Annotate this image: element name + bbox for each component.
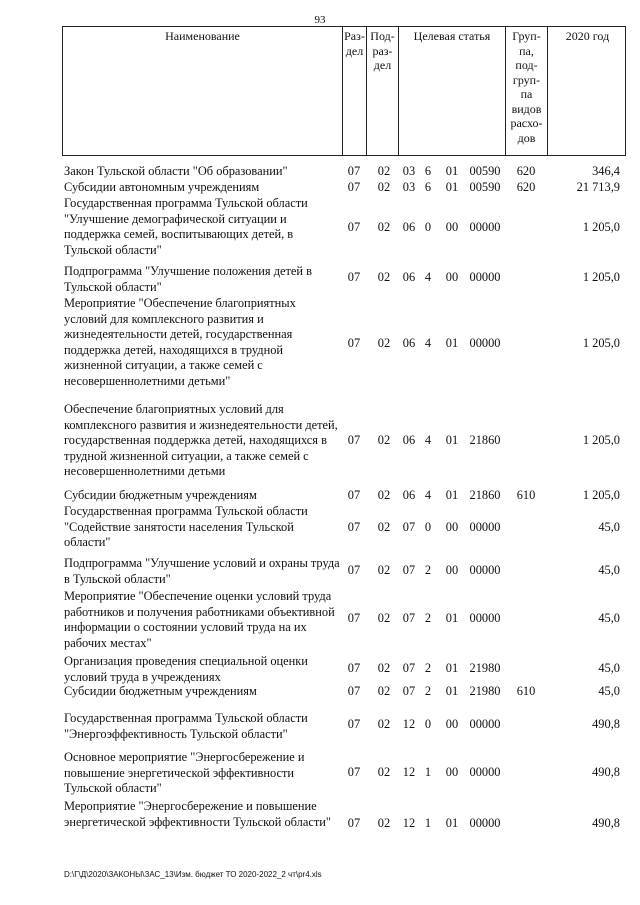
row-subprogram: 6 [424, 164, 432, 178]
row-razdel: 07 [347, 336, 361, 350]
row-subprogram: 4 [424, 488, 432, 502]
header-razdel: Раз- дел [342, 27, 366, 155]
row-podrazdel: 02 [377, 563, 391, 577]
row-amount: 1 205,0 [582, 433, 620, 447]
row-amount: 490,8 [592, 816, 620, 830]
row-podrazdel: 02 [377, 717, 391, 731]
row-subprogram: 0 [424, 717, 432, 731]
row-name: Субсидии бюджетным учреждениям [64, 684, 257, 698]
row-program: 07 [402, 563, 416, 577]
row-subprogram: 2 [424, 563, 432, 577]
header-target: Целевая статья [398, 27, 505, 155]
row-program: 03 [402, 164, 416, 178]
row-name: Мероприятие "Энергосбережение и повышение энергетической эффективности Тульской области" [64, 799, 331, 829]
row-name: Основное мероприятие "Энергосбережение и повышение энергетической эффективности Тульской области" [64, 750, 305, 796]
row-measure: 00 [445, 520, 459, 534]
row-program: 06 [402, 336, 416, 350]
row-name: Мероприятие "Обеспечение благоприятных условий для комплексного развития и жизнедеятельности детей, государственная поддержка детей, находящихся в трудной жизненной ситуации, а также семей с несовершеннолетними детьми" [64, 296, 296, 388]
row-podrazdel: 02 [377, 488, 391, 502]
row-razdel: 07 [347, 816, 361, 830]
row-program: 07 [402, 611, 416, 625]
row-razdel: 07 [347, 488, 361, 502]
row-amount: 45,0 [598, 661, 620, 675]
row-podrazdel: 02 [377, 765, 391, 779]
row-measure: 00 [445, 220, 459, 234]
row-direction: 00590 [469, 180, 501, 194]
row-measure: 00 [445, 717, 459, 731]
row-measure: 01 [445, 816, 459, 830]
row-direction: 00000 [469, 717, 501, 731]
row-podrazdel: 02 [377, 336, 391, 350]
header-podrazdel: Под- раз- дел [366, 27, 398, 155]
row-razdel: 07 [347, 765, 361, 779]
row-subprogram: 0 [424, 220, 432, 234]
table-header [62, 26, 626, 156]
row-program: 12 [402, 717, 416, 731]
row-direction: 00000 [469, 220, 501, 234]
row-measure: 01 [445, 684, 459, 698]
row-measure: 00 [445, 765, 459, 779]
row-razdel: 07 [347, 717, 361, 731]
row-amount: 490,8 [592, 765, 620, 779]
row-razdel: 07 [347, 270, 361, 284]
row-measure: 01 [445, 661, 459, 675]
header-group: Груп- па, под- груп- па видов расхо- дов [505, 27, 547, 155]
row-direction: 00000 [469, 270, 501, 284]
row-subprogram: 2 [424, 661, 432, 675]
row-amount: 346,4 [592, 164, 620, 178]
row-program: 06 [402, 433, 416, 447]
row-podrazdel: 02 [377, 220, 391, 234]
row-direction: 21980 [469, 684, 501, 698]
row-expense-type: 620 [516, 180, 536, 194]
row-name: Обеспечение благоприятных условий для комплексного развития и жизнедеятельности детей, государственная поддержка детей, находящихся в трудной жизненной ситуации, а также семей с несовершеннолетними детьми [64, 402, 338, 479]
row-program: 07 [402, 661, 416, 675]
row-measure: 01 [445, 164, 459, 178]
row-measure: 01 [445, 180, 459, 194]
row-podrazdel: 02 [377, 180, 391, 194]
row-subprogram: 2 [424, 611, 432, 625]
row-name: Мероприятие "Обеспечение оценки условий труда работников и получения работниками объективной информации о состоянии условий труда на их рабочих местах" [64, 589, 335, 650]
row-direction: 00000 [469, 336, 501, 350]
row-direction: 00000 [469, 563, 501, 577]
row-subprogram: 1 [424, 765, 432, 779]
row-direction: 00000 [469, 611, 501, 625]
row-razdel: 07 [347, 220, 361, 234]
row-program: 06 [402, 220, 416, 234]
row-subprogram: 0 [424, 520, 432, 534]
row-program: 12 [402, 765, 416, 779]
row-program: 03 [402, 180, 416, 194]
row-direction: 21860 [469, 488, 501, 502]
row-razdel: 07 [347, 563, 361, 577]
row-amount: 1 205,0 [582, 336, 620, 350]
row-subprogram: 4 [424, 433, 432, 447]
row-amount: 1 205,0 [582, 270, 620, 284]
row-expense-type: 620 [516, 164, 536, 178]
row-podrazdel: 02 [377, 611, 391, 625]
row-subprogram: 4 [424, 270, 432, 284]
row-name: Государственная программа Тульской области "Энергоэффективность Тульской области" [64, 711, 308, 741]
row-name: Организация проведения специальной оценки условий труда в учреждениях [64, 654, 308, 684]
header-name: Наименование [165, 29, 240, 43]
file-path-footer: D:\Г\Д\2020\ЗАКОНЫ\ЗАС_13\Изм. бюджет ТО 2020-2022_2 чт\pr4.xls [64, 870, 322, 879]
row-measure: 01 [445, 488, 459, 502]
row-direction: 21980 [469, 661, 501, 675]
row-program: 06 [402, 488, 416, 502]
header-year: 2020 год [547, 27, 627, 155]
row-amount: 1 205,0 [582, 488, 620, 502]
row-amount: 490,8 [592, 717, 620, 731]
row-podrazdel: 02 [377, 520, 391, 534]
row-measure: 01 [445, 336, 459, 350]
row-name: Субсидии бюджетным учреждениям [64, 488, 257, 502]
row-measure: 01 [445, 611, 459, 625]
row-amount: 45,0 [598, 563, 620, 577]
row-razdel: 07 [347, 433, 361, 447]
row-expense-type: 610 [516, 488, 536, 502]
row-podrazdel: 02 [377, 684, 391, 698]
row-name: Государственная программа Тульской области "Содействие занятости населения Тульской области" [64, 504, 308, 550]
row-program: 06 [402, 270, 416, 284]
row-amount: 45,0 [598, 684, 620, 698]
row-amount: 1 205,0 [582, 220, 620, 234]
row-name: Подпрограмма "Улучшение условий и охраны труда в Тульской области" [64, 556, 340, 586]
row-name: Государственная программа Тульской области "Улучшение демографической ситуации и поддержка семей, воспитывающих детей, в Тульской области" [64, 196, 308, 257]
row-podrazdel: 02 [377, 270, 391, 284]
row-direction: 00000 [469, 816, 501, 830]
row-subprogram: 2 [424, 684, 432, 698]
row-expense-type: 610 [516, 684, 536, 698]
row-podrazdel: 02 [377, 164, 391, 178]
row-direction: 21860 [469, 433, 501, 447]
row-measure: 00 [445, 270, 459, 284]
row-razdel: 07 [347, 164, 361, 178]
row-razdel: 07 [347, 520, 361, 534]
row-amount: 45,0 [598, 611, 620, 625]
row-podrazdel: 02 [377, 816, 391, 830]
row-razdel: 07 [347, 611, 361, 625]
row-direction: 00000 [469, 765, 501, 779]
row-subprogram: 6 [424, 180, 432, 194]
row-program: 12 [402, 816, 416, 830]
row-program: 07 [402, 520, 416, 534]
row-name: Субсидии автономным учреждениям [64, 180, 260, 194]
row-razdel: 07 [347, 684, 361, 698]
row-amount: 21 713,9 [576, 180, 620, 194]
row-podrazdel: 02 [377, 433, 391, 447]
row-razdel: 07 [347, 661, 361, 675]
row-subprogram: 4 [424, 336, 432, 350]
row-amount: 45,0 [598, 520, 620, 534]
row-name: Подпрограмма "Улучшение положения детей в Тульской области" [64, 264, 313, 294]
row-razdel: 07 [347, 180, 361, 194]
page-number: 93 [314, 14, 326, 26]
row-subprogram: 1 [424, 816, 432, 830]
row-program: 07 [402, 684, 416, 698]
row-measure: 01 [445, 433, 459, 447]
row-measure: 00 [445, 563, 459, 577]
row-direction: 00590 [469, 164, 501, 178]
row-direction: 00000 [469, 520, 501, 534]
row-podrazdel: 02 [377, 661, 391, 675]
row-name: Закон Тульской области "Об образовании" [64, 164, 288, 178]
